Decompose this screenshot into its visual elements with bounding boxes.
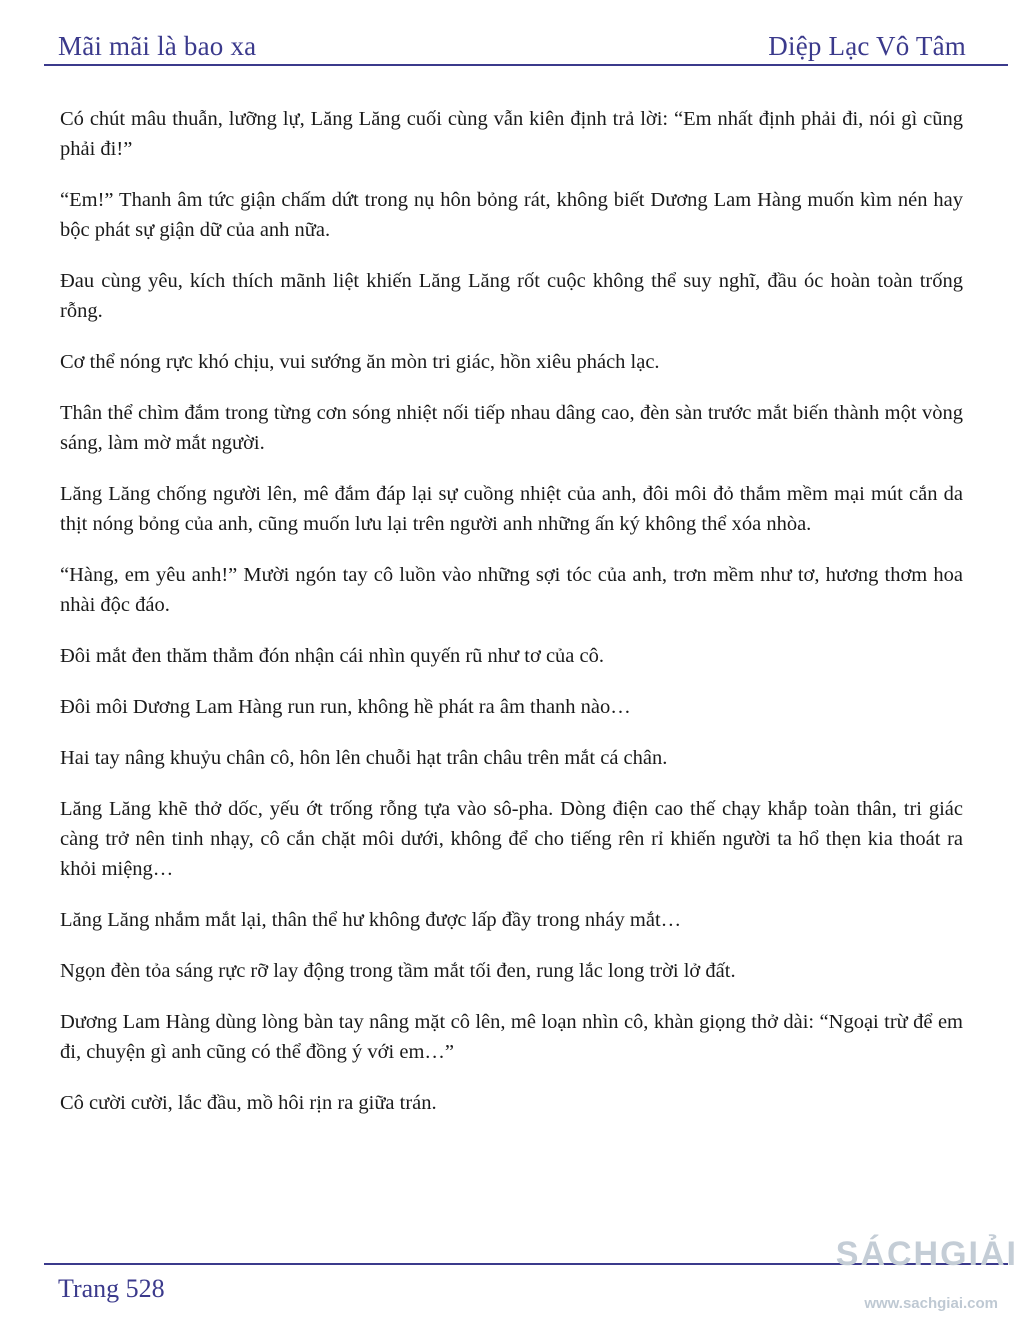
book-title: Mãi mãi là bao xa [58,31,257,61]
paragraph: Dương Lam Hàng dùng lòng bàn tay nâng mặt cô lên, mê loạn nhìn cô, khàn giọng thở dài: “Ngoại trừ để em đi, chuyện gì anh cũng có thể đồng ý với em…” [60,1011,963,1063]
paragraph: Hai tay nâng khuỷu chân cô, hôn lên chuỗi hạt trân châu trên mắt cá chân. [60,747,668,769]
paragraph: Cô cười cười, lắc đầu, mồ hôi rịn ra giữa trán. [60,1092,437,1114]
paragraph: Đau cùng yêu, kích thích mãnh liệt khiến Lăng Lăng rốt cuộc không thể suy nghĩ, đầu óc hoàn toàn trống rỗng. [60,270,963,322]
paragraph: Ngọn đèn tỏa sáng rực rỡ lay động trong tầm mắt tối đen, rung lắc long trời lở đất. [60,960,736,982]
author-name: Diệp Lạc Vô Tâm [768,31,966,61]
paragraph: “Hàng, em yêu anh!” Mười ngón tay cô luồn vào những sợi tóc của anh, trơn mềm như tơ, hương thơm hoa nhài độc đáo. [60,564,963,616]
paragraph: Cơ thể nóng rực khó chịu, vui sướng ăn mòn tri giác, hồn xiêu phách lạc. [60,351,660,373]
page-body [60,104,963,1139]
page-number: Trang 528 [58,1274,165,1303]
watermark-logo [812,1233,1018,1321]
paragraph: Có chút mâu thuẫn, lưỡng lự, Lăng Lăng cuối cùng vẫn kiên định trả lời: “Em nhất định phải đi, nói gì cũng phải đi!” [60,108,963,160]
page-header [58,22,966,62]
paragraph: Lăng Lăng chống người lên, mê đắm đáp lại sự cuồng nhiệt của anh, đôi môi đỏ thắm mềm mại mút cắn da thịt nóng bỏng của anh, cũng muốn lưu lại trên người anh những ấn ký không thể xóa nhòa. [60,483,963,535]
paragraph: “Em!” Thanh âm tức giận chấm dứt trong nụ hôn bỏng rát, không biết Dương Lam Hàng muốn kìm nén hay bộc phát sự giận dữ của anh nữa. [60,189,963,241]
paragraph: Lăng Lăng nhắm mắt lại, thân thể hư không được lấp đầy trong nháy mắt… [60,909,682,931]
paragraph: Lăng Lăng khẽ thở dốc, yếu ớt trống rỗng tựa vào sô-pha. Dòng điện cao thế chạy khắp toàn thân, tri giác càng trở nên tinh nhạy, cô cắn chặt môi dưới, không để cho tiếng rên rỉ khiến người ta hổ thẹn kia thoát ra khỏi miệng… [60,798,963,880]
paragraph: Đôi mắt đen thăm thẳm đón nhận cái nhìn quyến rũ như tơ của cô. [60,645,605,667]
watermark-brand: SÁCHGIẢI [835,1235,1018,1273]
watermark-url: www.sachgiai.com [864,1295,998,1312]
header-divider [44,64,1008,66]
paragraph: Thân thể chìm đắm trong từng cơn sóng nhiệt nối tiếp nhau dâng cao, đèn sàn trước mắt biến thành một vòng sáng, làm mờ mắt người. [60,402,963,454]
paragraph: Đôi môi Dương Lam Hàng run run, không hề phát ra âm thanh nào… [60,696,631,718]
